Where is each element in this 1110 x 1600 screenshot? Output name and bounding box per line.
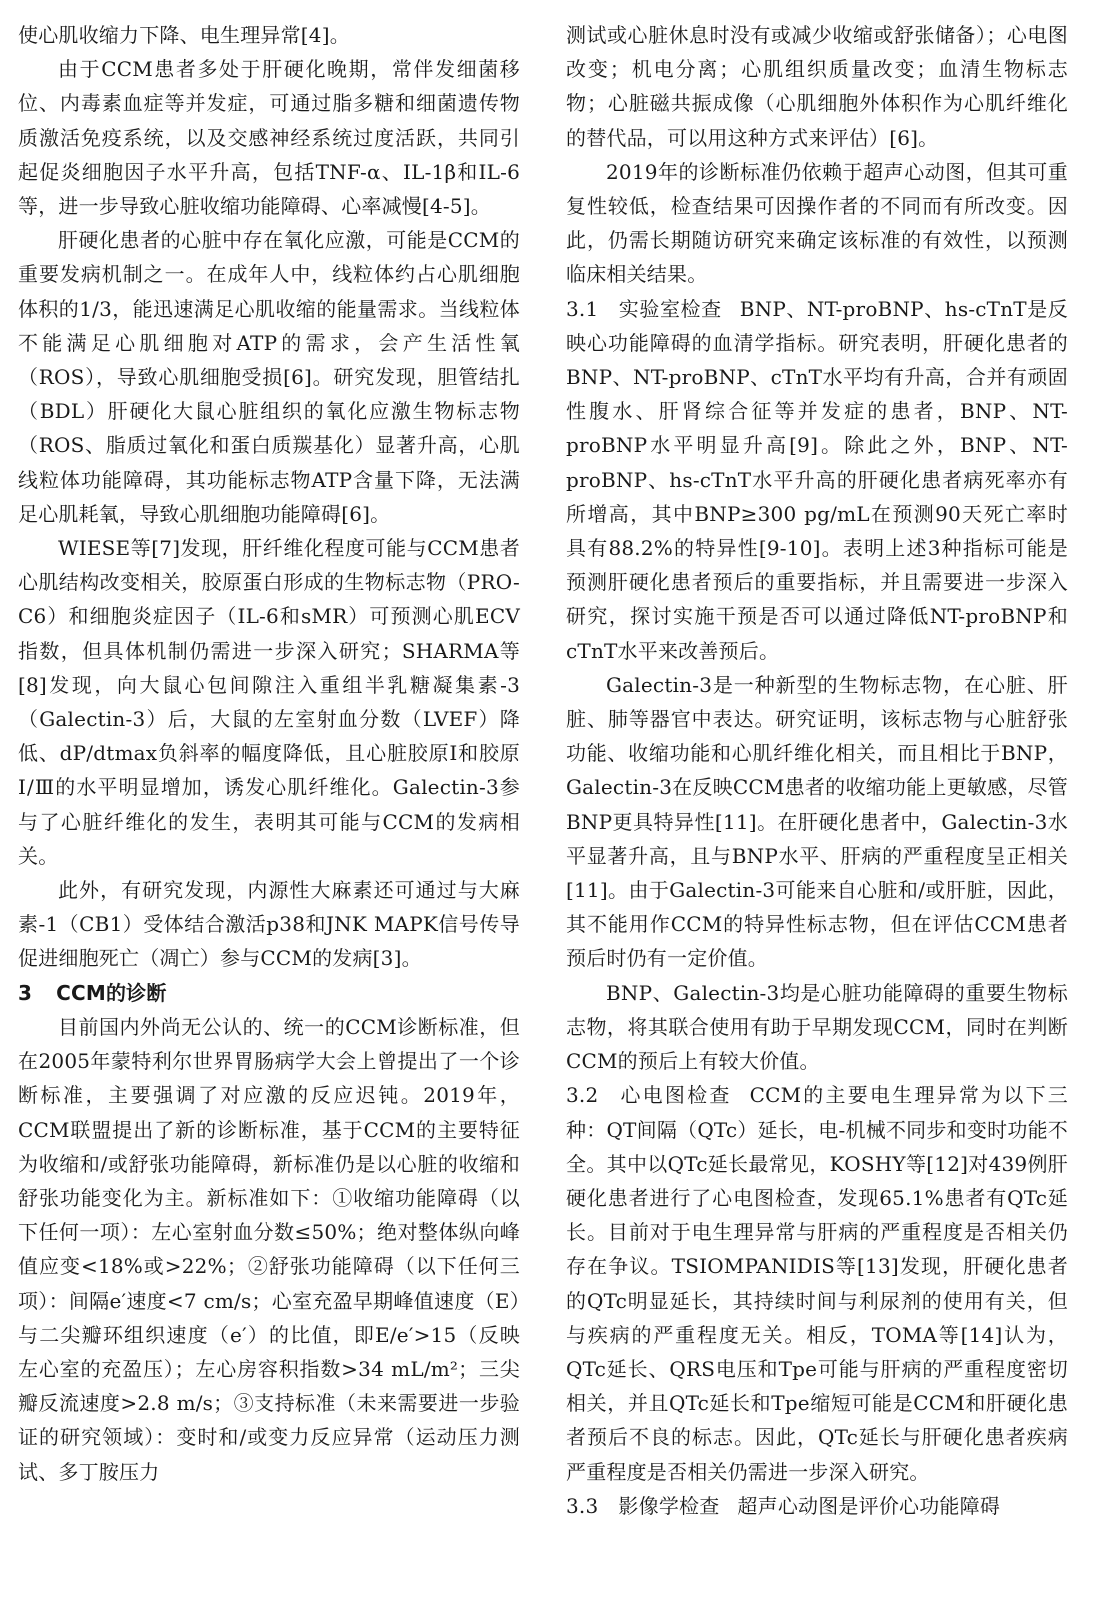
subsection-title: 心电图检查: [618, 1083, 732, 1108]
subsection-text: BNP、NT-proBNP、hs-cTnT是反映心功能障碍的血清学指标。研究表明，肝硬化患者的BNP、NT-proBNP、cTnT水平均有升高，合并有顽固性腹水、肝肾综合征等并发症的患者，BNP、NT-proBNP水平明显升高[9]。除此之外，BNP、NT-proBNP、hs-cTnT水平升高的肝硬化患者病死率亦有所增高，其中BNP≥300 pg/mL在预测90天死亡率时具有88.2%的特异性[9-10]。表明上述3种指标可能是预测肝硬化患者预后的重要指标，并且需要进一步深入研究，探讨实施干预是否可以通过降低NT-proBNP和cTnT水平来改善预后。: [566, 296, 1069, 663]
section-title: CCM的诊断: [56, 980, 167, 1005]
subsection-3-3: [566, 1489, 1068, 1523]
subsection-number: 3.1: [566, 296, 599, 321]
subsection-title: 实验室检查: [618, 296, 722, 321]
paragraph: 使心肌收缩力下降、电生理异常[4]。: [18, 23, 350, 47]
left-column: [18, 18, 520, 1489]
paragraph: WIESE等[7]发现，肝纤维化程度可能与CCM患者心肌结构改变相关，胶原蛋白形成的生物标志物（PRO-C6）和细胞炎症因子（IL-6和sMR）可预测心肌ECV指数，但具体机制仍需进一步深入研究；SHARMA等[8]发现，向大鼠心包间隙注入重组半乳糖凝集素-3（Galectin-3）后，大鼠的左室射血分数（LVEF）降低、dP/dtmax负斜率的幅度降低，且心脏胶原Ⅰ和胶原Ⅰ/Ⅲ的水平明显增加，诱发心肌纤维化。Galectin-3参与了心脏纤维化的发生，表明其可能与CCM的发病相关。: [18, 536, 520, 868]
subsection-3-2: [566, 1078, 1068, 1488]
subsection-number: 3.3: [566, 1493, 599, 1518]
subsection-number: 3.2: [566, 1083, 599, 1108]
paragraph: 此外，有研究发现，内源性大麻素还可通过与大麻素-1（CB1）受体结合激活p38和JNK MAPK信号传导促进细胞死亡（凋亡）参与CCM的发病[3]。: [18, 878, 520, 971]
section-number: 3: [18, 980, 33, 1005]
subsection-text: 超声心动图是评价心功能障碍: [737, 1493, 1001, 1518]
paragraph: 肝硬化患者的心脏中存在氧化应激，可能是CCM的重要发病机制之一。在成年人中，线粒体约占心肌细胞体积的1/3，能迅速满足心肌收缩的能量需求。当线粒体不能满足心肌细胞对ATP的需求，会产生活性氧（ROS），导致心肌细胞受损[6]。研究发现，胆管结扎（BDL）肝硬化大鼠心脏组织的氧化应激生物标志物（ROS、脂质过氧化和蛋白质羰基化）显著升高，心肌线粒体功能障碍，其功能标志物ATP含量下降，无法满足心肌耗氧，导致心肌细胞功能障碍[6]。: [18, 228, 520, 526]
paragraph: 测试或心脏休息时没有或减少收缩或舒张储备）；心电图改变；机电分离；心肌组织质量改变；血清生物标志物；心脏磁共振成像（心肌细胞外体积作为心肌纤维化的替代品，可以用这种方式来评估）[6]。: [566, 23, 1068, 150]
paragraph: Galectin-3是一种新型的生物标志物，在心脏、肝脏、肺等器官中表达。研究证明，该标志物与心脏舒张功能、收缩功能和心肌纤维化相关，而且相比于BNP，Galectin-3在反映CCM患者的收缩功能上更敏感，尽管BNP更具特异性[11]。在肝硬化患者中，Galectin-3水平显著升高，且与BNP水平、肝病的严重程度呈正相关[11]。由于Galectin-3可能来自心脏和/或肝脏，因此，其不能用作CCM的特异性标志物，但在评估CCM患者预后时仍有一定价值。: [566, 672, 1068, 971]
right-column: [566, 18, 1068, 1523]
paragraph: 2019年的诊断标准仍依赖于超声心动图，但其可重复性较低，检查结果可因操作者的不同而有所改变。因此，仍需长期随访研究来确定该标准的有效性，以预测临床相关结果。: [566, 159, 1068, 287]
section-heading: [18, 976, 520, 1010]
paragraph: BNP、Galectin-3均是心脏功能障碍的重要生物标志物，将其联合使用有助于早期发现CCM，同时在判断CCM的预后上有较大价值。: [566, 980, 1068, 1074]
paragraph: 由于CCM患者多处于肝硬化晚期，常伴发细菌移位、内毒素血症等并发症，可通过脂多糖和细菌遗传物质激活免疫系统，以及交感神经系统过度活跃，共同引起促炎细胞因子水平升高，包括TNF-α、IL-1β和IL-6等，进一步导致心脏收缩功能障碍、心率减慢[4-5]。: [18, 57, 520, 219]
subsection-title: 影像学检查: [618, 1493, 720, 1518]
paragraph: 目前国内外尚无公认的、统一的CCM诊断标准，但在2005年蒙特利尔世界胃肠病学大会上曾提出了一个诊断标准，主要强调了对应激的反应迟钝。2019年，CCM联盟提出了新的诊断标准，基于CCM的主要特征为收缩和/或舒张功能障碍，新标准仍是以心脏的收缩和舒张功能变化为主。新标准如下：①收缩功能障碍（以下任何一项）：左心室射血分数≤50%；绝对整体纵向峰值应变<18%或>22%；②舒张功能障碍（以下任何三项）：间隔e′速度<7 cm/s；心室充盈早期峰值速度（E）与二尖瓣环组织速度（e′）的比值，即E/e′>15（反映左心室的充盈压）；左心房容积指数>34 mL/m²；三尖瓣反流速度>2.8 m/s；③支持标准（未来需要进一步验证的研究领域）：变时和/或变力反应异常（运动压力测试、多丁胺压力: [18, 1014, 520, 1484]
subsection-3-1: [566, 292, 1068, 668]
subsection-text: CCM的主要电生理异常为以下三种：QT间隔（QTc）延长，电-机械不同步和变时功能不全。其中以QTc延长最常见，KOSHY等[12]对439例肝硬化患者进行了心电图检查，发现65.1%患者有QTc延长。目前对于电生理异常与肝病的严重程度是否相关仍存在争议。TSIOMPANIDIS等[13]发现，肝硬化患者的QTc明显延长，其持续时间与利尿剂的使用有关，但与疾病的严重程度无关。相反，TOMA等[14]认为，QTc延长、QRS电压和Tpe可能与肝病的严重程度密切相关，并且QTc延长和Tpe缩短可能是CCM和肝硬化患者预后不良的标志。因此，QTc延长与肝硬化患者疾病严重程度是否相关仍需进一步深入研究。: [566, 1083, 1069, 1484]
